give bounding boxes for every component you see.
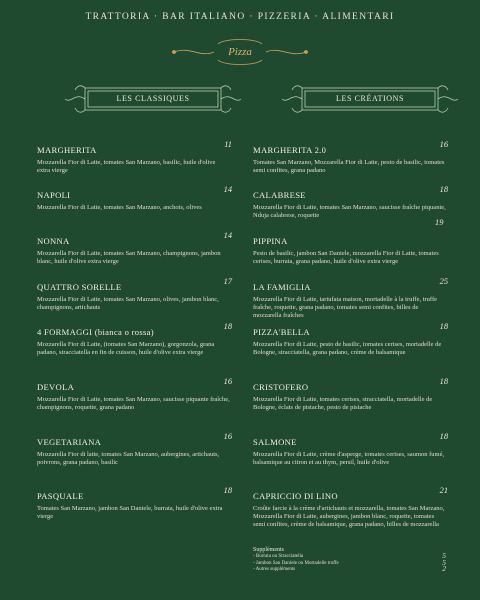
item-description: Mozzarella Fior di Latte, tartufata maison, mortadelle à la truffe, truffe fraîche, roquette, grana padano, tomates semi confites, billes de mozzarella fraîches bbox=[253, 296, 438, 320]
item-price: 18 bbox=[223, 322, 232, 331]
item-price: 18 bbox=[223, 486, 232, 495]
supplement-row bbox=[253, 564, 446, 574]
item-price: 16 bbox=[439, 140, 448, 149]
item-name: SALMONE bbox=[253, 437, 297, 447]
menu-item bbox=[37, 322, 230, 357]
supplement-row bbox=[253, 551, 446, 561]
supplement-row bbox=[253, 557, 446, 568]
item-name: PIPPINA bbox=[253, 236, 288, 246]
menu-item bbox=[37, 231, 230, 266]
supplement-label: - Burrata ou Stracciatella bbox=[253, 554, 304, 559]
item-name: DEVOLA bbox=[37, 382, 75, 392]
item-description: Mozzarella Fior di Latte, crème d'asperge, tomates cerises, saumon fumé, balsamique au citron et au thym, persil, huile d'olive bbox=[253, 451, 445, 467]
item-price: 18 bbox=[439, 377, 448, 386]
item-price: 16 bbox=[223, 377, 232, 386]
menu-item bbox=[253, 277, 446, 320]
item-description: Mozzarella Fior di Latte, tomates San Marzano, anchois, olives bbox=[37, 204, 202, 211]
item-price: 11 bbox=[224, 140, 232, 149]
item-price: 17 bbox=[223, 277, 232, 286]
ornament-divider-icon bbox=[170, 34, 310, 68]
item-name: PIZZA'BELLA bbox=[253, 327, 310, 337]
menu-item bbox=[37, 277, 230, 312]
item-description: Mozzarella Fior di Latte, tomates San Marzano, olives, jambon blanc, champignons, artichauts bbox=[37, 296, 219, 312]
category-banner-creations bbox=[280, 82, 460, 116]
item-name: PASQUALE bbox=[37, 491, 84, 501]
item-name: NAPOLI bbox=[37, 190, 71, 200]
item-name: 4 FORMAGGI (bianca o rossa) bbox=[37, 327, 154, 337]
item-description: Mozzarella Fior di Latte, (tomates San Marzano), gorgonzola, grana padano, stracciatella en fin de cuisson, huile d'olive extra vierge bbox=[37, 341, 215, 357]
item-price: 14 bbox=[223, 231, 232, 240]
menu-item bbox=[253, 185, 446, 220]
item-description: Mozzarella Fior di Latte, tomates San Marzano, champignons, jambon blanc, huile d'olive extra vierge bbox=[37, 250, 221, 266]
item-description: Mozzarella Fior di Latte, tomates cerises, stracciatella, mortadelle de Bologne, éclats de pistache, pesto de pistache bbox=[253, 396, 433, 412]
supplement-price: 5 bbox=[442, 551, 446, 560]
item-description: Mozzarella Fior di latte, tomates San Marzano, aubergines, artichauts, poivrons, grana padano, basilic bbox=[37, 451, 220, 467]
item-description: Mozzarella Fior di Latte, tomates San Marzano, saucisse fraîche piquante, Nduja calabrese, roquette bbox=[253, 204, 446, 220]
item-description: Croûte farcie à la crème d'artichauts et mozzarella, tomates San Marzano, Mozzarella Fior di Latte, aubergines, jambon blanc, roquette, tomates semi confites, crème de balsamique, grana padano, billes de mozzarella bbox=[253, 505, 445, 529]
restaurant-tagline: TRATTORIA · BAR ITALIANO · PIZZERIA · ALIMENTARI bbox=[85, 12, 395, 22]
item-price: 25 bbox=[439, 277, 448, 286]
menu-item bbox=[37, 486, 230, 521]
item-name: CRISTOFERO bbox=[253, 382, 309, 392]
item-description: Mozzarella Fior di Latte, tomates San Marzano, basilic, huile d'olive extra vierge bbox=[37, 159, 216, 175]
item-price: 14 bbox=[223, 185, 232, 194]
item-description: Pesto de basilic, jambon San Daniele, mozzarella Fior di Latte, tomates cerises, burrata, grana padano, huile d'olive extra vierge bbox=[253, 250, 439, 266]
menu-item bbox=[37, 432, 230, 467]
item-name: LA FAMIGLIA bbox=[253, 282, 311, 292]
item-price: 18 bbox=[439, 322, 448, 331]
menu-item bbox=[37, 140, 230, 175]
supplement-label: - Jambon San Daniele ou Mortadelle truffe bbox=[253, 560, 339, 566]
item-description: Mozzarella Fior di Latte, tomates San Marzano, saucisse piquante fraîche, champignons, roquette, grana padano bbox=[37, 396, 230, 412]
item-price: 18 bbox=[439, 185, 448, 194]
category-banner-classiques bbox=[63, 82, 243, 116]
menu-item bbox=[253, 486, 446, 529]
item-name: VEGETARIANA bbox=[37, 437, 102, 447]
item-description: Tomates San Marzano, Mozzarella Fior di Latte, pesto de basilic, tomates semi confites, grana padano bbox=[253, 159, 445, 175]
category-label-creations: LES CRÉATIONS bbox=[335, 94, 405, 103]
item-description: Tomates San Marzano, jambon San Daniele, burrata, huile d'olive extra vierge bbox=[37, 505, 223, 521]
menu-item bbox=[253, 231, 446, 266]
menu-item bbox=[37, 377, 230, 412]
section-title: Pizza bbox=[228, 46, 252, 58]
supplements-title: Suppléments bbox=[253, 547, 284, 553]
item-name: MARGHERITA 2.0 bbox=[253, 145, 327, 155]
menu-item bbox=[253, 140, 446, 175]
item-price: 16 bbox=[223, 432, 232, 441]
menu-item bbox=[253, 377, 446, 412]
item-name: MARGHERITA bbox=[37, 145, 97, 155]
supplement-price: 2 bbox=[442, 564, 446, 574]
menu-item bbox=[253, 322, 446, 357]
item-description: Mozzarella Fior di Latte, pesto de basilic, tomates cerises, mortadelle de Bologne, stracciatella, grana padano, crème de balsamique bbox=[253, 341, 442, 357]
item-price: 19 bbox=[435, 218, 444, 227]
item-name: CAPRICCIO DI LINO bbox=[253, 491, 338, 501]
item-name: CALABRESE bbox=[253, 190, 306, 200]
item-price: 21 bbox=[439, 486, 448, 495]
category-label-classiques: LES CLASSIQUES bbox=[116, 94, 190, 103]
pizza-section-header bbox=[0, 34, 480, 68]
menu-item bbox=[37, 185, 230, 212]
supplement-label: - Autres suppléments bbox=[253, 567, 296, 573]
menu-item bbox=[253, 432, 446, 467]
item-name: NONNA bbox=[37, 236, 70, 246]
supplements-block bbox=[253, 547, 446, 574]
supplement-price: 5 bbox=[442, 557, 446, 567]
item-price: 18 bbox=[439, 432, 448, 441]
item-name: QUATTRO SORELLE bbox=[37, 282, 122, 292]
